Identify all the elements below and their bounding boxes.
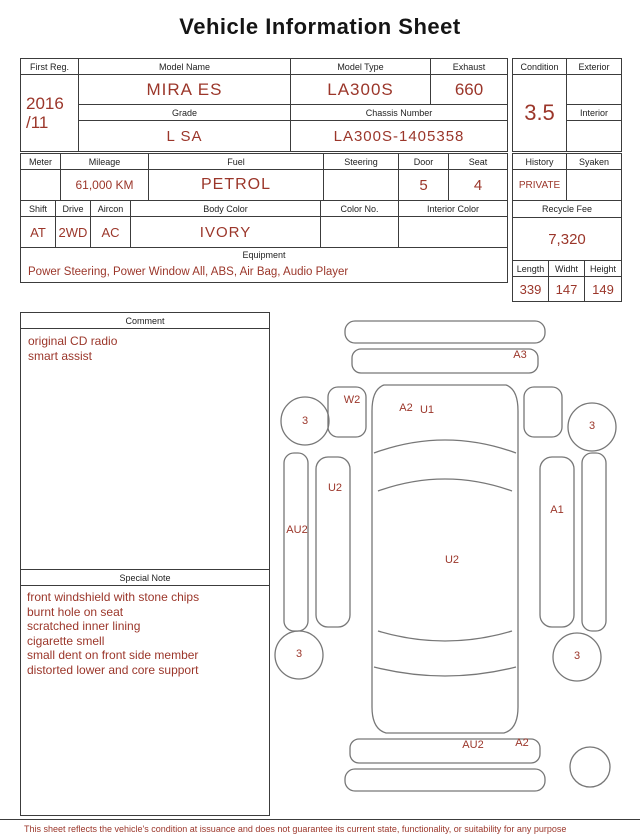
special-note-line: burnt hole on seat <box>27 604 124 619</box>
length-label: Length <box>513 261 549 277</box>
color-no-label: Color No. <box>321 201 399 217</box>
chassis-number-value: LA300S-1405358 <box>333 127 465 145</box>
shift-label: Shift <box>21 201 56 217</box>
damage-mark-3: 3 <box>588 420 596 432</box>
mileage-label: Mileage <box>61 154 149 170</box>
condition-table <box>512 58 622 152</box>
spare-tire <box>570 747 610 787</box>
damage-mark-3: 3 <box>295 648 303 660</box>
damage-mark-3: 3 <box>301 415 309 427</box>
chassis-number-label: Chassis Number <box>291 105 507 121</box>
damage-mark-a1: A1 <box>550 504 564 516</box>
interior-color-label: Interior Color <box>399 201 507 217</box>
first-reg-year: 2016 <box>26 94 64 113</box>
car-diagram <box>272 315 620 815</box>
damage-mark-a2: A2 <box>515 737 529 749</box>
interior-label: Interior <box>567 105 621 121</box>
comment-line: smart assist <box>28 349 93 363</box>
interior-value <box>567 121 621 151</box>
recycle-fee-label: Recycle Fee <box>513 201 621 218</box>
first-reg-label: First Reg. <box>21 59 79 75</box>
wheel-front-right <box>568 403 616 451</box>
aircon-value: AC <box>91 217 131 247</box>
first-reg-month: /11 <box>26 113 49 132</box>
width-label: Widht <box>549 261 585 277</box>
condition-label: Condition <box>513 59 567 75</box>
meter-value <box>21 170 61 200</box>
steering-value <box>324 170 399 200</box>
interior-color-value <box>399 217 507 247</box>
specs-table <box>20 153 508 283</box>
recycle-fee-value: 7,320 <box>513 218 621 261</box>
first-reg-value <box>21 75 79 151</box>
model-name-value: MIRA ES <box>79 75 291 105</box>
height-value: 149 <box>592 281 614 297</box>
left-sill-panel <box>284 453 308 631</box>
fuel-label: Fuel <box>149 154 324 170</box>
wheel-rear-right <box>553 633 601 681</box>
grade-label: Grade <box>79 105 291 121</box>
comment-body <box>21 329 269 569</box>
exhaust-value: 660 <box>431 75 507 105</box>
comment-box <box>20 312 270 816</box>
footer-disclaimer: This sheet reflects the vehicle's condition at issuance and does not guarantee its current state, functionality, or suitability for any purpose <box>0 819 640 834</box>
color-no-value <box>321 217 399 247</box>
syaken-label: Syaken <box>567 154 621 170</box>
rear-bumper <box>345 769 545 791</box>
model-type-value: LA300S <box>291 75 431 105</box>
condition-score: 3.5 <box>513 75 567 151</box>
special-note-body <box>21 586 269 681</box>
damage-mark-u2: U2 <box>327 482 343 494</box>
exhaust-label: Exhaust <box>431 59 507 75</box>
special-note-line: cigarette smell <box>27 633 105 648</box>
rear-apron <box>350 739 540 763</box>
steering-label: Steering <box>324 154 399 170</box>
front-bumper <box>345 321 545 343</box>
history-table <box>512 153 622 302</box>
body-color-label: Body Color <box>131 201 321 217</box>
length-value: 339 <box>513 277 549 301</box>
left-door-panel <box>316 457 350 627</box>
exterior-value <box>567 75 621 105</box>
equipment-label: Equipment <box>242 250 286 260</box>
damage-mark-u1: U1 <box>419 404 435 416</box>
grade-value: L SA <box>79 121 291 151</box>
identity-table <box>20 58 508 152</box>
fuel-value: PETROL <box>149 170 324 200</box>
damage-mark-au2: AU2 <box>286 524 308 536</box>
model-type-label: Model Type <box>291 59 431 75</box>
drive-label: Drive <box>56 201 91 217</box>
door-value: 5 <box>399 170 449 200</box>
front-fender-left <box>328 387 366 437</box>
front-apron <box>352 349 538 373</box>
mileage-value: 61,000 KM <box>61 170 149 200</box>
damage-mark-au2: AU2 <box>462 739 484 751</box>
page-title: Vehicle Information Sheet <box>179 14 461 39</box>
shift-value: AT <box>21 217 56 247</box>
damage-mark-a2: A2 <box>399 402 413 414</box>
special-note-line: distorted lower and core support <box>27 662 199 677</box>
front-fender-right <box>524 387 562 437</box>
drive-value: 2WD <box>56 217 91 247</box>
model-name-label: Model Name <box>79 59 291 75</box>
car-body <box>372 385 518 733</box>
damage-mark-a3: A3 <box>513 349 527 361</box>
comment-label: Comment <box>21 313 269 329</box>
body-color-value: IVORY <box>131 217 321 247</box>
aircon-label: Aircon <box>91 201 131 217</box>
equipment-value: Power Steering, Power Window All, ABS, Air Bag, Audio Player <box>28 266 349 278</box>
history-value: PRIVATE <box>513 170 567 200</box>
seat-label: Seat <box>449 154 507 170</box>
height-label: Height <box>585 261 621 277</box>
exterior-label: Exterior <box>567 59 621 75</box>
special-note-label: Special Note <box>21 569 269 586</box>
door-label: Door <box>399 154 449 170</box>
wheel-rear-left <box>275 631 323 679</box>
history-label: History <box>513 154 567 170</box>
meter-label: Meter <box>21 154 61 170</box>
syaken-value <box>567 170 621 200</box>
wheel-front-left <box>281 397 329 445</box>
special-note-line: scratched inner lining <box>27 619 141 633</box>
damage-mark-w2: W2 <box>343 394 361 406</box>
seat-value: 4 <box>473 176 483 194</box>
special-note-line: small dent on front side member <box>27 648 199 662</box>
damage-mark-u2: U2 <box>444 554 460 566</box>
width-value: 147 <box>549 277 585 301</box>
comment-line: original CD radio <box>28 334 118 348</box>
special-note-line: front windshield with stone chips <box>27 590 200 604</box>
right-sill-panel <box>582 453 606 631</box>
right-door-panel <box>540 457 574 627</box>
damage-mark-3: 3 <box>573 650 581 662</box>
